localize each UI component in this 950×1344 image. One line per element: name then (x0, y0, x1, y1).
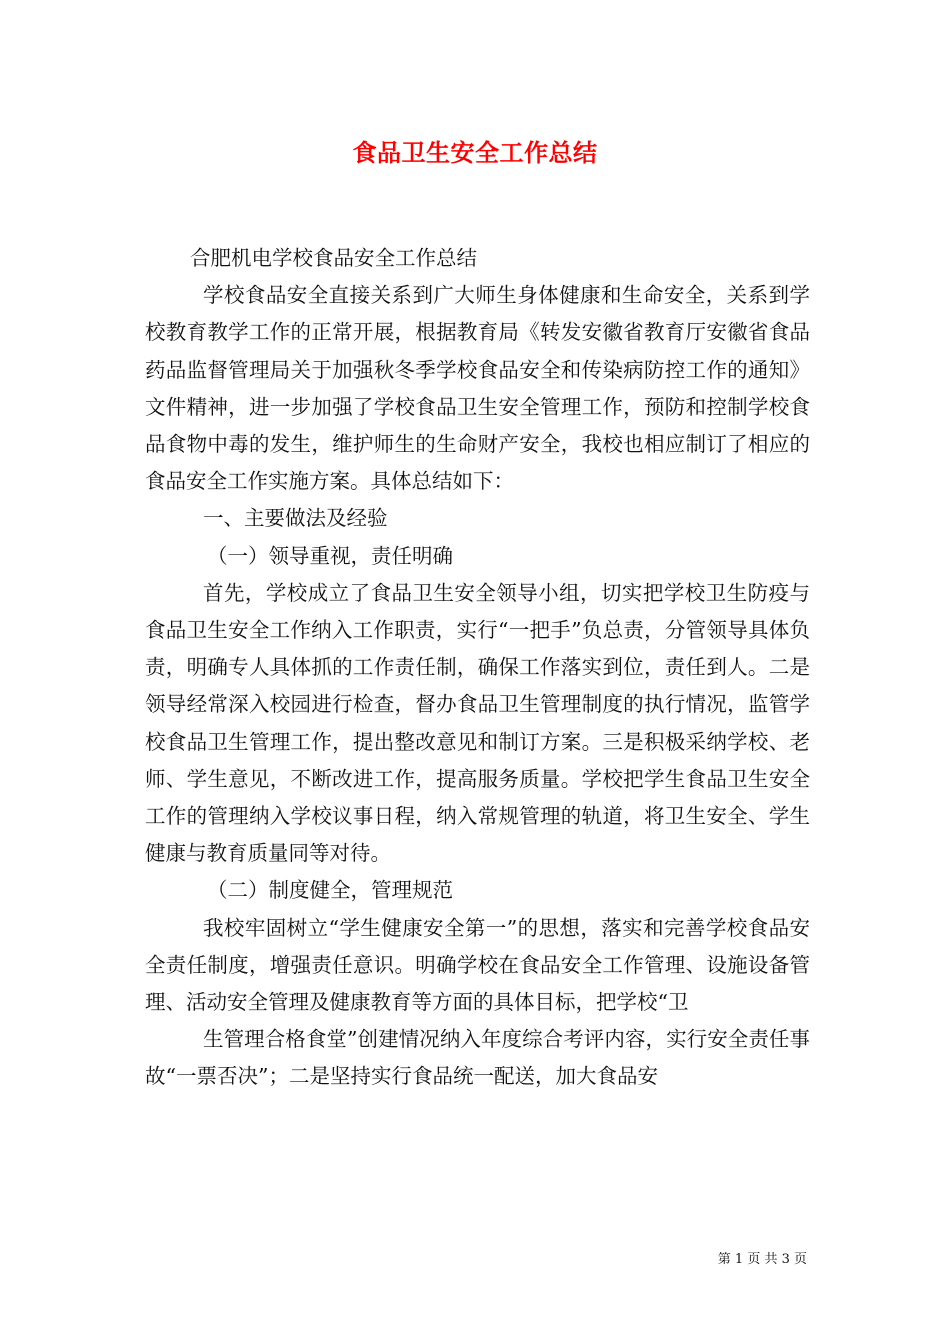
heading-section-1: 一、主要做法及经验 (203, 506, 388, 531)
paragraph-leadership: 首先，学校成立了食品卫生安全领导小组，切实把学校卫生防疫与食品卫生安全工作纳入工作职责，实行“一把手”负总责，分管领导具体负责，明确专人具体抓的工作责任制，确保工作落实到位，责任到人。二是领导经常深入校园进行检查，督办食品卫生管理制度的执行情况，监管学校食品卫生管理工作，提出整改意见和制订方案。三是积极采纳学校、老师、学生意见，不断改进工作，提高服务质量。学校把学生食品卫生安全工作的管理纳入学校议事日程，纳入常规管理的轨道，将卫生安全、学生健康与教育质量同等对待。 (145, 580, 810, 866)
paragraph-system: 我校牢固树立“学生健康安全第一”的思想，落实和完善学校食品安全责任制度，增强责任意识。明确学校在食品安全工作管理、设施设备管理、活动安全管理及健康教育等方面的具体目标，把学校“卫 (145, 915, 810, 1015)
paragraph-intro: 学校食品安全直接关系到广大师生身体健康和生命安全，关系到学校教育教学工作的正常开展，根据教育局《转发安徽省教育厅安徽省食品药品监督管理局关于加强秋冬季学校食品安全和传染病防控工作的通知》文件精神，进一步加强了学校食品卫生安全管理工作，预防和控制学校食品食物中毒的发生，维护师生的生命财产安全，我校也相应制订了相应的食品安全工作实施方案。具体总结如下： (145, 283, 810, 494)
page-number: 第 1 页 共 3 页 (717, 1252, 807, 1267)
paragraph-subtitle: 合肥机电学校食品安全工作总结 (190, 246, 477, 270)
document-body (145, 240, 810, 1096)
heading-subsection-2: （二）制度健全，管理规范 (207, 878, 453, 903)
document-title: 食品卫生安全工作总结 (352, 138, 598, 167)
heading-subsection-1: （一）领导重视，责任明确 (207, 543, 453, 568)
paragraph-canteen: 生管理合格食堂”创建情况纳入年度综合考评内容，实行安全责任事故“一票否决”；二是坚持实行食品统一配送，加大食品安 (145, 1027, 810, 1089)
